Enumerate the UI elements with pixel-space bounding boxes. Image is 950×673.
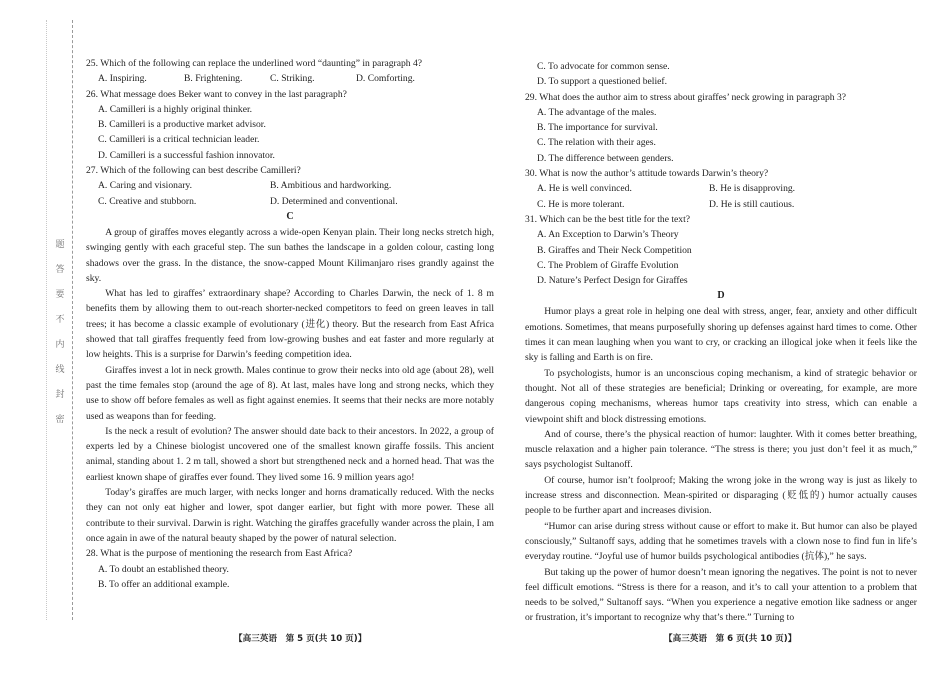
binding-char: 答 [55,265,65,275]
question-31-option-c: C. The Problem of Giraffe Evolution [537,259,679,271]
passage-d-paragraph-4: Of course, humor isn’t foolproof; Making the wrong joke in the wrong way is just as likely to increase stress and disconnection. Mean-spirited or disparaging (贬低的) humor actually causes people to be further apart and increases division. [525,474,917,517]
question-29-option-b: B. The importance for survival. [537,122,658,134]
passage-d-paragraph-1: Humor plays a great role in helping one deal with stress, anger, fear, anxiety and other difficult emotions. Sometimes, that means purposefully shoring up defenses against hard times to come. Other times it can mean laughing when you want to cry, or cracking an illogical joke when it feels like the sky is falling and Earth is on fire. [525,306,917,364]
left-page-column [86,56,494,592]
question-25-options [86,71,494,86]
question-28-option-b: B. To offer an additional example. [98,578,230,590]
binding-char: 密 [55,415,65,425]
binding-char: 要 [55,290,65,300]
question-30-option-d: D. He is still cautious. [709,198,795,210]
question-30-options-row2 [525,197,917,212]
passage-d-paragraph-6: But taking up the power of humor doesn’t mean ignoring the negatives. The point is not to never feel difficult emotions. “Stress is there for a reason, and it’s to call your attention to a problem that needs to be solved,” Sultanoff says. “When you experience a negative emotion like sadness or anger or frustration, it’s important to recognize why that’s there.” Turning to [525,566,917,624]
question-31-option-b: B. Giraffes and Their Neck Competition [537,244,692,256]
binding-warning-text [52,240,68,440]
question-28-option-a: A. To doubt an established theory. [98,563,229,575]
binding-char: 题 [55,240,65,250]
question-31-stem: 31. Which can be the best title for the text? [525,213,690,225]
question-27-option-c: C. Creative and stubborn. [98,195,197,207]
question-26-option-a: A. Camilleri is a highly original thinker. [98,103,253,115]
question-27-option-a: A. Caring and visionary. [98,180,192,192]
passage-c-paragraph-2: What has led to giraffes’ extraordinary shape? According to Charles Darwin, the neck of 1. 8 m benefits them by allowing them to out-reach shorter-necked competitors to feed on green leaves in tall trees; it has become a classic example of evolutionary (进化) theory. But the research from East Africa showed that tall giraffes frequently feed from low-growing bushes and eat faster and more regularly at low heights. This is a surprise for Darwin’s feeding competition idea. [86,288,494,361]
question-30-options-row1 [525,181,917,196]
binding-char: 封 [55,390,65,400]
question-26-option-c: C. Camilleri is a critical technician leader. [98,134,260,146]
question-28-option-d: D. To support a questioned belief. [537,76,667,88]
page-5-footer: 【高三英语 第 5 页(共 10 页)】 [234,634,367,644]
passage-c-paragraph-5: Today’s giraffes are much larger, with necks longer and horns dramatically reduced. With the necks they can not only eat higher and lower, spot danger earlier, but fight with more power. These all contribute to their survival. Darwin is right. Watching the giraffes gracefully wander across the plain, I am once again in awe of the natural beauty shaped by the power of natural selection. [86,487,494,544]
question-27-options-row1 [86,178,494,193]
question-27-option-d: D. Determined and conventional. [270,195,398,207]
question-25-option-c: C. Striking. [270,73,315,85]
question-28-option-c: C. To advocate for common sense. [537,61,670,72]
question-26-option-d: D. Camilleri is a successful fashion innovator. [98,149,275,161]
question-28-stem: 28. What is the purpose of mentioning the research from East Africa? [86,548,353,560]
passage-c-paragraph-1: A group of giraffes moves elegantly across a wide-open Kenyan plain. Their long necks stretch high, swinging gently with each graceful step. The sun bathes the landscape in a golden colour, casting long shadows over the grass. In the distance, the snow-capped Mount Kilimanjaro rises grandly against the sky. [86,226,494,284]
question-26-stem: 26. What message does Beker want to convey in the last paragraph? [86,88,347,100]
question-27-option-b: B. Ambitious and hardworking. [270,180,392,192]
section-d-heading: D [717,290,725,302]
right-page-column [525,59,917,626]
passage-d-paragraph-2: To psychologists, humor is an unconscious coping mechanism, a kind of strategic behavior or thought. Not all of these strategies are beneficial; Drinking or overeating, for example, are more dangerous coping mechanisms, whereas humor taps creativity into stress, which can enable a viewpoint shift and block distressing emotions. [525,367,917,425]
question-30-option-b: B. He is disapproving. [709,183,796,195]
question-27-options-row2 [86,194,494,209]
passage-c-paragraph-3: Giraffes invest a lot in neck growth. Males continue to grow their necks into old age (about 28), well past the time females stop (around the age of 8). At last, males have long and strong necks, which they use to show off before females as well as fight against enemies. It seems that their necks are more notably used as weapons than for feeding. [86,364,494,422]
passage-d-paragraph-5: “Humor can arise during stress without cause or effort to make it. But humor can also be played consciously,” Sultanoff says, adding that he sometimes travels with a clown nose to find fun in life’s everyday routine. “Joyful use of humor builds psychological antibodies (抗体),” he says. [525,520,917,563]
question-29-option-a: A. The advantage of the males. [537,106,657,118]
passage-d-paragraph-3: And of course, there’s the physical reaction of humor: laughter. With it comes better breathing, muscle relaxation and a higher pain tolerance. “The stress is there; you just don’t feel it as much,” says psychologist Sultanoff. [525,428,917,471]
question-27-stem: 27. Which of the following can best describe Camilleri? [86,165,301,177]
question-25-option-b: B. Frightening. [184,73,243,85]
question-31-option-d: D. Nature’s Perfect Design for Giraffes [537,275,688,287]
binding-margin [0,0,72,673]
binding-char: 内 [55,340,65,350]
binding-dashed-line [72,20,73,620]
question-31-option-a: A. An Exception to Darwin’s Theory [537,229,679,241]
section-c-heading: C [286,210,294,222]
page-6-footer: 【高三英语 第 6 页(共 10 页)】 [664,634,797,644]
question-30-option-c: C. He is more tolerant. [537,198,625,210]
passage-c-paragraph-4: Is the neck a result of evolution? The answer should date back to their ancestors. In 2022, a group of experts led by a Chinese biologist uncovered one of the smallest known giraffe fossils. This ancient animal, standing about 1. 2 m tall, showed a short but strengthened neck and a horned head. That was the earliest known shape of giraffes ever found. They lived some 16. 9 million years ago! [86,425,494,483]
binding-dotted-line [46,20,47,620]
question-26-option-b: B. Camilleri is a productive market advisor. [98,119,266,131]
question-29-stem: 29. What does the author aim to stress about giraffes’ neck growing in paragraph 3? [525,91,847,103]
question-30-stem: 30. What is now the author’s attitude towards Darwin’s theory? [525,168,769,180]
question-29-option-c: C. The relation with their ages. [537,137,656,149]
question-25-stem: 25. Which of the following can replace the underlined word “daunting” in paragraph 4? [86,58,423,69]
question-29-option-d: D. The difference between genders. [537,152,674,164]
question-25-option-a: A. Inspiring. [98,73,147,85]
binding-char: 线 [55,365,65,375]
question-25-option-d: D. Comforting. [356,73,415,85]
question-30-option-a: A. He is well convinced. [537,183,632,195]
binding-char: 不 [55,315,65,325]
